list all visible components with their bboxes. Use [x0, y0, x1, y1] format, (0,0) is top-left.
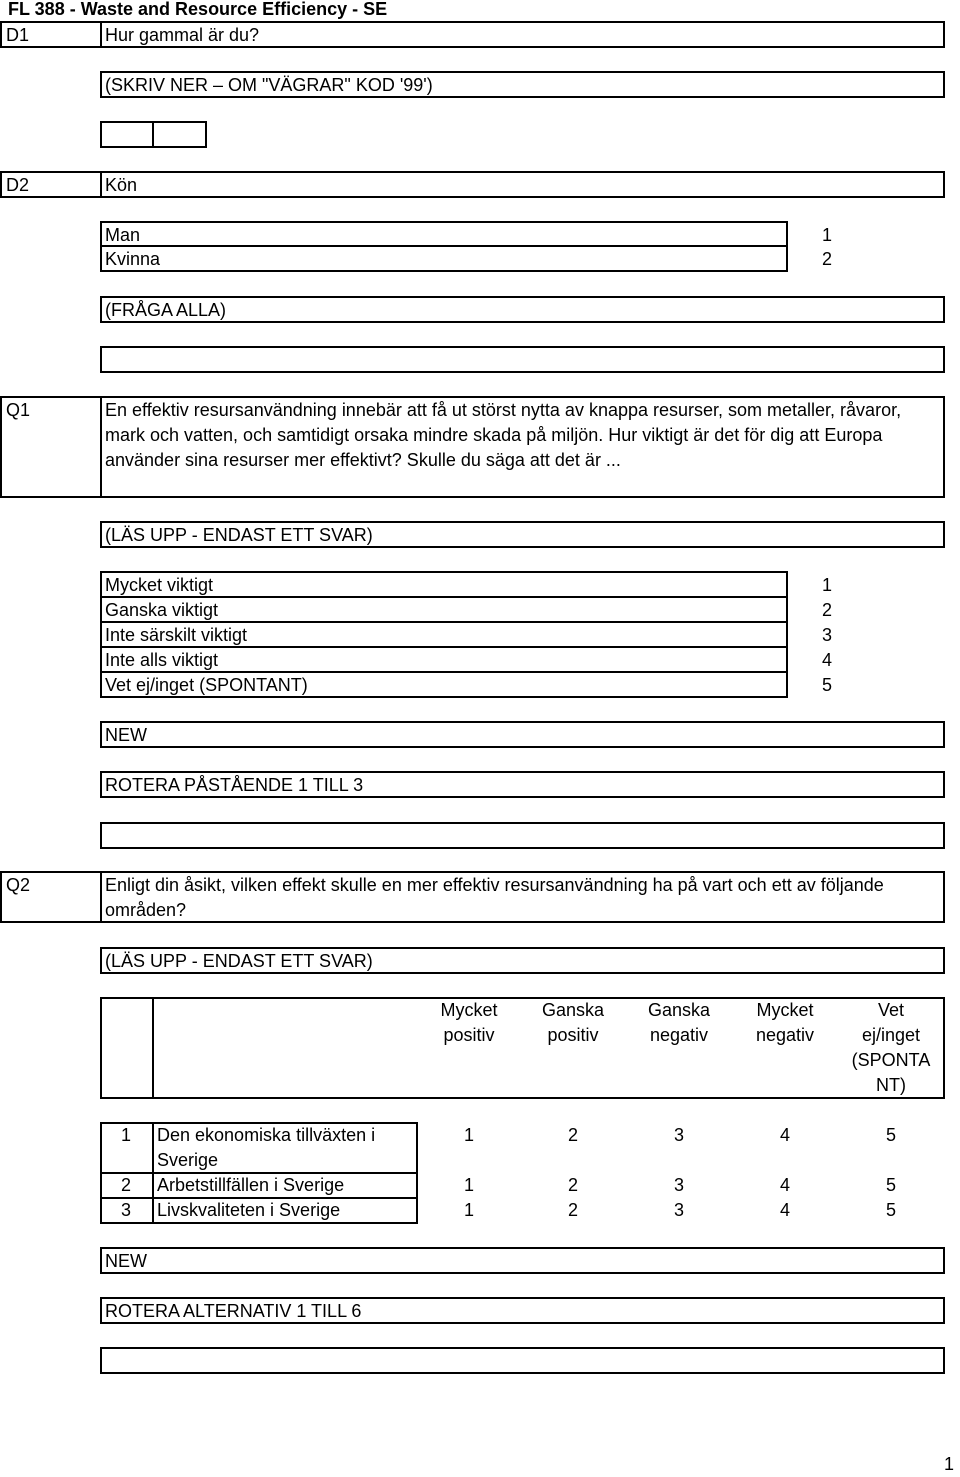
d2-note: (FRÅGA ALLA) [105, 300, 227, 320]
answer-code[interactable]: 2 [567, 1200, 578, 1220]
column-header-ganska-positiv: Ganska positiv [541, 1000, 605, 1045]
answer-code[interactable]: 4 [779, 1200, 790, 1220]
answer-code[interactable]: 1 [463, 1125, 474, 1145]
d2-option-code: 1 [822, 225, 833, 245]
answer-code[interactable]: 1 [463, 1175, 474, 1195]
d2-note-box [100, 296, 945, 323]
row-label-livskvaliteten: Livskvaliteten i Sverige [157, 1200, 341, 1220]
answer-code[interactable]: 3 [673, 1125, 684, 1145]
row-number: 3 [121, 1200, 132, 1220]
blank-row [100, 822, 945, 849]
answer-code[interactable]: 2 [567, 1125, 578, 1145]
q1-question: En effektiv resursanvändning innebär att få ut störst nytta av knappa resurser, som metaller, råvaror, mark och vatten, och samtidigt orsaka mindre skada på miljön. Hur viktigt är det för dig att Europa använder sina resurser mer effektivt? Skulle du säga att det är ... [105, 400, 902, 470]
q1-new-box [100, 721, 945, 748]
answer-code[interactable]: 4 [779, 1175, 790, 1195]
q1-option-code: 2 [822, 600, 833, 620]
row-label-ekonomiska-tillvaxten: Den ekonomiska tillväxten i Sverige [157, 1125, 376, 1170]
q1-option-code: 5 [822, 675, 833, 695]
d2-option-code: 2 [822, 249, 833, 269]
q2-new-box [100, 1247, 945, 1274]
column-header-vet-ej: Vet ej/inget (SPONTA NT) [851, 1000, 931, 1095]
answer-code[interactable]: 5 [885, 1200, 896, 1220]
answer-code[interactable]: 4 [779, 1125, 790, 1145]
q1-option-label[interactable]: Ganska viktigt [105, 600, 219, 620]
q1-option-label[interactable]: Mycket viktigt [105, 575, 214, 595]
row-number: 1 [121, 1125, 132, 1145]
row-number: 2 [121, 1175, 132, 1195]
q1-option-label[interactable]: Vet ej/inget (SPONTANT) [105, 675, 308, 695]
column-header-mycket-negativ: Mycket negativ [755, 1000, 815, 1045]
answer-code[interactable]: 1 [463, 1200, 474, 1220]
answer-code[interactable]: 5 [885, 1175, 896, 1195]
column-header-ganska-negativ: Ganska negativ [647, 1000, 711, 1045]
q1-code: Q1 [6, 400, 31, 420]
q2-question: Enligt din åsikt, vilken effekt skulle en mer effektiv resursanvändning ha på vart och ett av följande områden? [105, 875, 884, 920]
d2-question: Kön [105, 175, 138, 195]
q1-option-label[interactable]: Inte alls viktigt [105, 650, 219, 670]
document-title: FL 388 - Waste and Resource Efficiency - SE [8, 0, 388, 19]
q1-new-label: NEW [105, 725, 147, 745]
blank-row [100, 1347, 945, 1374]
d2-row [0, 171, 945, 198]
answer-code[interactable]: 3 [673, 1200, 684, 1220]
d2-code: D2 [6, 175, 30, 195]
q1-instruction: (LÄS UPP - ENDAST ETT SVAR) [105, 525, 373, 545]
d1-instruction: (SKRIV NER – OM "VÄGRAR" KOD '99') [105, 75, 433, 95]
q1-option-code: 1 [822, 575, 833, 595]
column-header-mycket-positiv: Mycket positiv [440, 1000, 498, 1045]
q2-rotate-label: ROTERA ALTERNATIV 1 TILL 6 [105, 1301, 362, 1321]
d2-option-label[interactable]: Kvinna [105, 249, 161, 269]
q1-option-code: 3 [822, 625, 833, 645]
q1-option-label[interactable]: Inte särskilt viktigt [105, 625, 248, 645]
d1-code: D1 [6, 25, 30, 45]
row-label-arbetstillfallen: Arbetstillfällen i Sverige [157, 1175, 345, 1195]
q1-option-code: 4 [822, 650, 833, 670]
answer-code[interactable]: 5 [885, 1125, 896, 1145]
blank-row [100, 346, 945, 373]
d2-option-label[interactable]: Man [105, 225, 141, 245]
q1-rotate-label: ROTERA PÅSTÅENDE 1 TILL 3 [105, 775, 364, 795]
d1-question: Hur gammal är du? [105, 25, 260, 45]
answer-code[interactable]: 3 [673, 1175, 684, 1195]
q2-instruction: (LÄS UPP - ENDAST ETT SVAR) [105, 951, 373, 971]
answer-code[interactable]: 2 [567, 1175, 578, 1195]
q2-code: Q2 [6, 875, 31, 895]
page-number: 1 [944, 1454, 955, 1474]
q2-new-label: NEW [105, 1251, 147, 1271]
